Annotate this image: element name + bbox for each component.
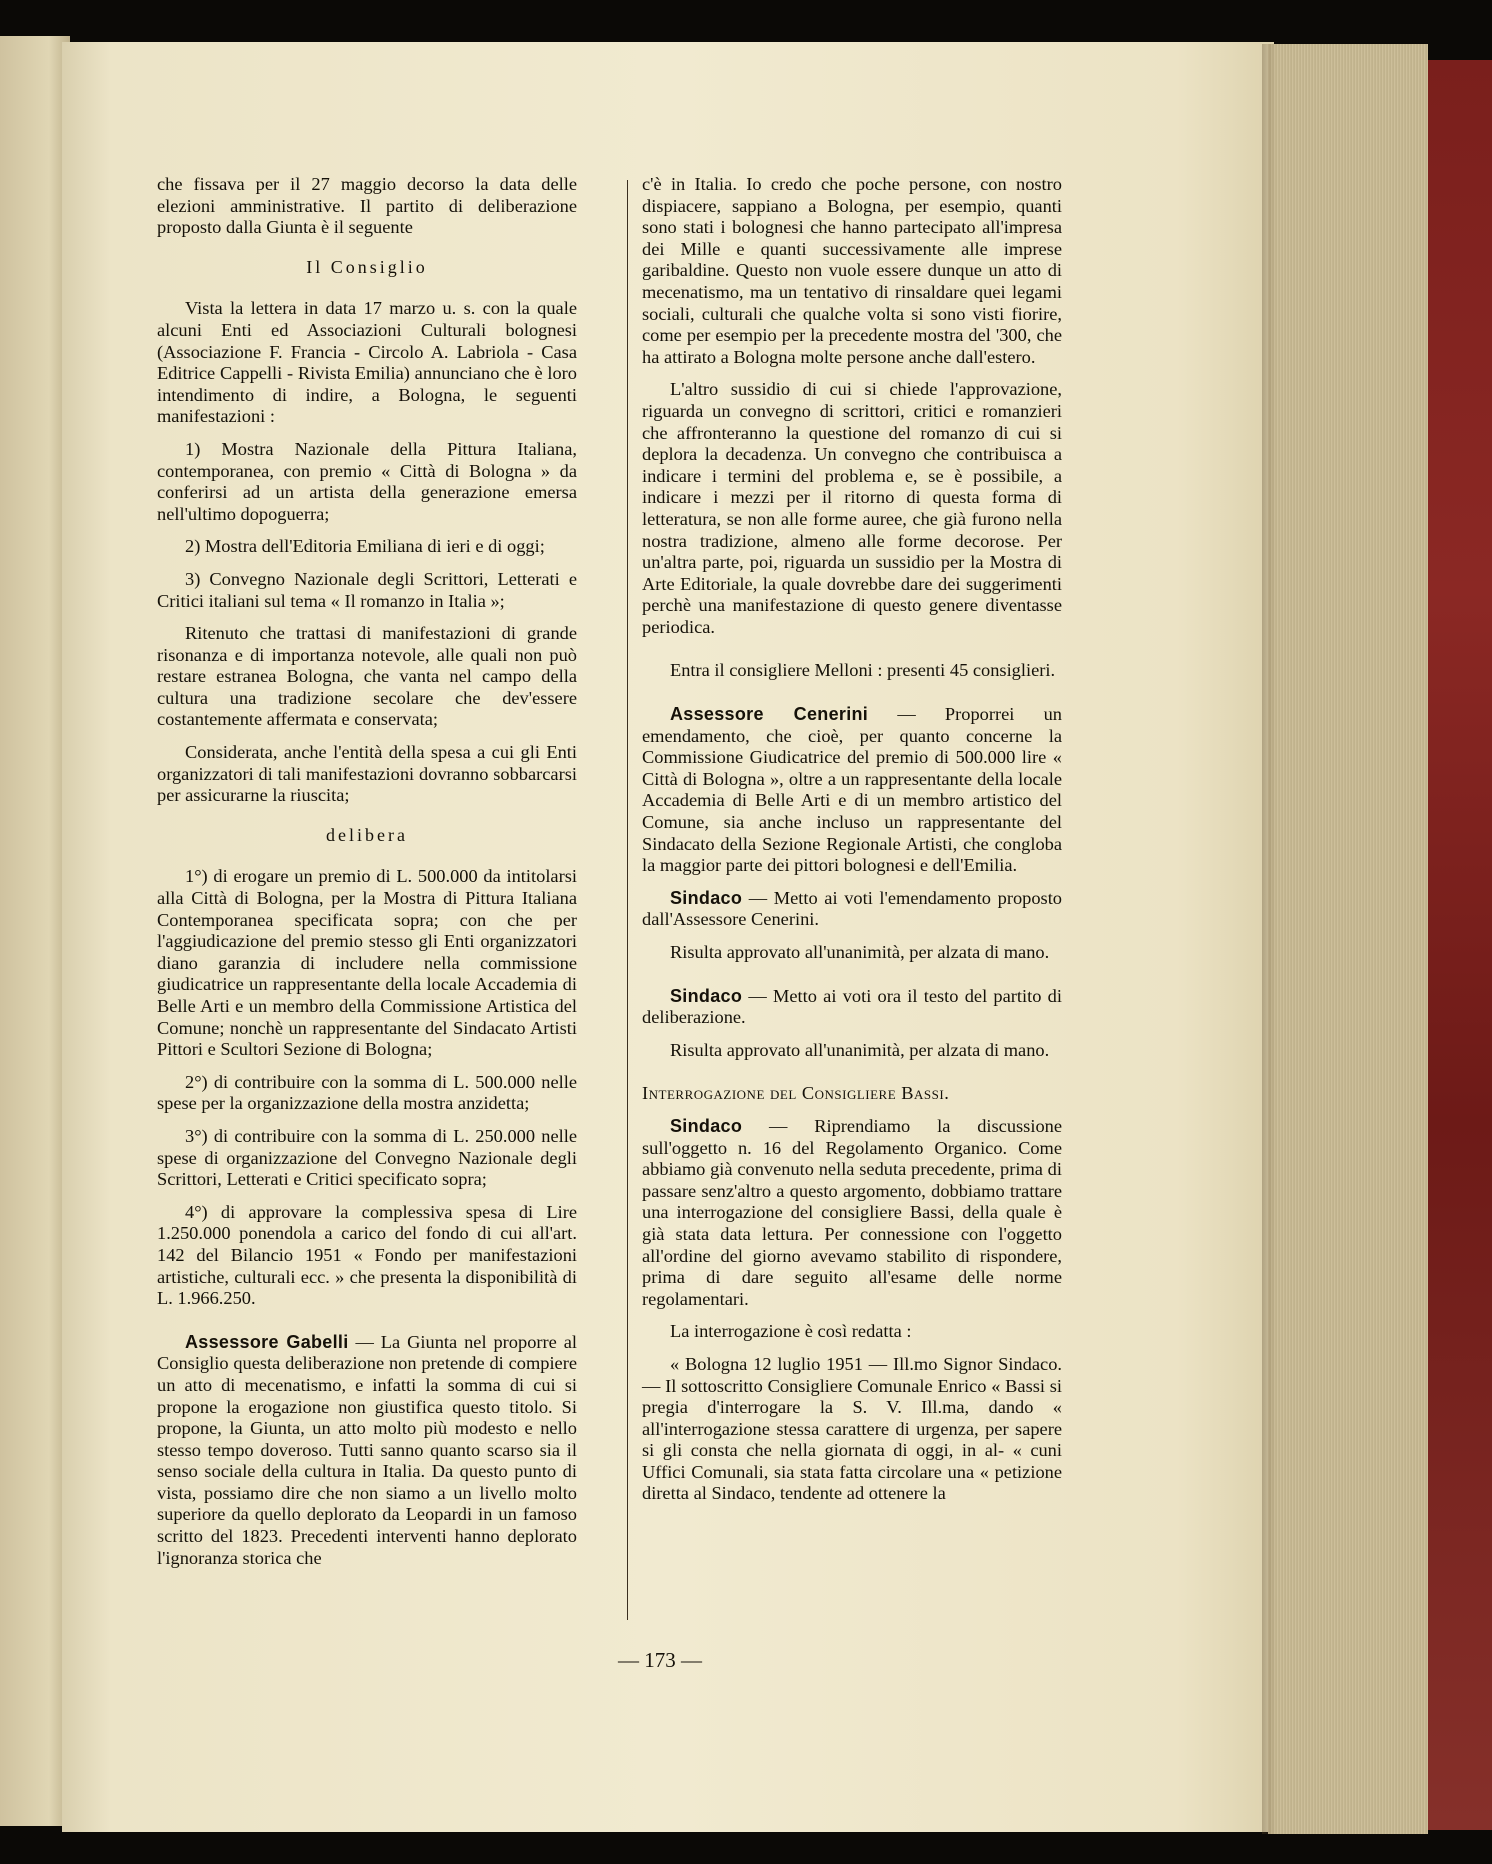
book-cover-edge: [1428, 60, 1492, 1830]
speech-paragraph: [642, 888, 1062, 931]
section-heading-consiglio: Il Consiglio: [306, 256, 428, 277]
speech-paragraph: [642, 704, 1062, 877]
paragraph: Risulta approvato all'unanimità, per alzata di mano.: [670, 942, 1050, 962]
speaker-name: Sindaco: [670, 887, 743, 908]
right-column: [642, 174, 1062, 1516]
list-item: 2) Mostra dell'Editoria Emiliana di ieri e di oggi;: [185, 536, 545, 557]
list-item: 3) Convegno Nazionale degli Scrittori, Letterati e Critici italiani sul tema « Il romanzo in Italia »;: [157, 568, 577, 611]
paragraph: c'è in Italia. Io credo che poche persone, con nostro dispiacere, sappiano a Bologna, per esempio, quanti sono stati i bolognesi che hanno partecipato all'impresa dei Mille e quanti successivamente alle imprese garibaldine. Questo non vuole essere dunque un atto di mecenatismo, ma un tentativo di rinsaldare quei legami sociali, culturali che qualche volta si sono visti fiorire, come per esempio per la precedente mostra del '300, che ha attirato a Bologna molte persone anche dall'estero.: [642, 174, 1062, 367]
paragraph: Considerata, anche l'entità della spesa a cui gli Enti organizzatori di tali manifestazioni dovranno sobbarcarsi per assicurarne la riuscita;: [157, 742, 577, 806]
column-divider: [627, 180, 628, 1620]
list-item: 2°) di contribuire con la somma di L. 500.000 nelle spese per la organizzazione della mostra anzidetta;: [157, 1071, 577, 1114]
list-item: 3°) di contribuire con la somma di L. 250.000 nelle spese di organizzazione del Convegno Nazionale degli Scrittori, Letterati e Critici specificato sopra;: [157, 1125, 577, 1190]
page-stack-edge: [1268, 44, 1428, 1834]
speech-text: — La Giunta nel proporre al Consiglio questa deliberazione non pretende di compiere un atto di mecenatismo, e infatti la somma di cui si propone la erogazione non giustifica questo titolo. Si propone, la Giunta, un atto molto più modesto e nello stesso tempo doveroso. Tutti sanno quanto scarso sia il senso sociale della cultura in Italia. Da questo punto di vista, possiamo dire che non siamo a un livello molto superiore da quello deplorato da Leopardi in un famoso scritto del 1823. Precedenti interventi hanno deplorato l'ignoranza storica che: [157, 1331, 578, 1568]
section-heading-delibera: delibera: [326, 824, 408, 845]
paragraph: che fissava per il 27 maggio decorso la data delle elezioni amministrative. Il partito di deliberazione proposto dalla Giunta è il seguente: [157, 174, 577, 238]
speech-text: — Riprendiamo la discussione sull'oggetto n. 16 del Regolamento Organico. Come abbiamo già convenuto nella seduta precedente, prima di passare senz'altro a questo argomento, dobbiamo trattare una interrogazione del consigliere Bassi, della quale è già stata data lettura. Per connessione con l'oggetto all'ordine del giorno avevamo stabilito di rispondere, prima di dare seguito all'esame delle norme regolamentari.: [642, 1115, 1062, 1309]
speech-text: — Metto ai voti l'emendamento proposto dall'Assessore Cenerini.: [642, 887, 1062, 930]
paragraph: Entra il consigliere Melloni : presenti 45 consiglieri.: [670, 660, 1056, 681]
page-number: — 173 —: [618, 1648, 702, 1672]
paragraph: Ritenuto che trattasi di manifestazioni di grande risonanza e di importanza notevole, alle quali non può restare estranea Bologna, che vanta nel campo della cultura una tradizione secolare che dev'essere costantemente affermata e conservata;: [157, 623, 577, 730]
list-item: 1°) di erogare un premio di L. 500.000 da intitolarsi alla Città di Bologna, per la Mostra di Pittura Italiana Contemporanea specificata sopra; con che per l'aggiudicazione del premio stesso gli Enti organizzatori diano garanzia di includere nella commissione giudicatrice un rappresentante della locale Accademia di Belle Arti e un membro della Commissione Artistica del Comune; nonchè un rappresentante del Sindacato Artisti Pittori e Scultori Sezione di Bologna;: [157, 866, 577, 1060]
list-item: 1) Mostra Nazionale della Pittura Italiana, contemporanea, con premio « Città di Bologna » da conferirsi ad un artista della generazione emersa nell'ultimo dopoguerra;: [157, 438, 577, 524]
paragraph: Vista la lettera in data 17 marzo u. s. con la quale alcuni Enti ed Associazioni Culturali bolognesi (Associazione F. Francia - Circolo A. Labriola - Casa Editrice Cappelli - Rivista Emilia) annunciano che è loro intendimento di indire, a Bologna, le seguenti manifestazioni :: [157, 298, 577, 427]
paragraph: La interrogazione è così redatta :: [670, 1321, 912, 1342]
speech-paragraph: [642, 986, 1062, 1029]
speaker-name: Assessore Cenerini: [670, 704, 869, 725]
list-item: 4°) di approvare la complessiva spesa di Lire 1.250.000 ponendola a carico del fondo di cui all'art. 142 del Bilancio 1951 « Fondo per manifestazioni artistiche, culturali ecc. » che presenta la disponibilità di L. 1.966.250.: [157, 1201, 577, 1309]
paragraph: L'altro sussidio di cui si chiede l'approvazione, riguarda un convegno di scrittori, critici e romanzieri che affronteranno la questione del romanzo di cui si deplora la decadenza. Un convegno che contribuisca a indicare i termini del problema e, se è possibile, a indicare i mezzi per il ritorno di questa forma di letteratura, se non alle forme auree, che già furono nella nostra tradizione, almeno alle forme decorose. Per un'altra parte, poi, riguarda un sussidio per la Mostra di Arte Editoriale, la quale dovrebbe dare dei suggerimenti perchè una manifestazione di questo genere diventasse periodica.: [642, 379, 1062, 637]
previous-page-edge: [0, 36, 70, 1826]
speech-paragraph: [642, 1116, 1062, 1310]
paragraph: Risulta approvato all'unanimità, per alzata di mano.: [670, 1039, 1050, 1060]
gutter-shadow: [1262, 44, 1276, 1834]
speaker-name: Sindaco: [670, 1115, 743, 1136]
quoted-letter: « Bologna 12 luglio 1951 — Ill.mo Signor Sindaco. — Il sottoscritto Consigliere Comunale Enrico « Bassi si pregia d'interrogare la S. V. Ill.ma, dando « all'interrogazione stessa carattere di urgenza, per sapere si gli consta che nella giornata di oggi, in al- « cuni Uffici Comunali, sia stata fatta circolare una « petizione diretta al Sindaco, tendente ad ottenere la: [642, 1353, 1062, 1504]
speech-text: — Proporrei un emendamento, che cioè, per quanto concerne la Commissione Giudicatrice del premio di 500.000 lire « Città di Bologna », oltre a un rappresentante della locale Accademia di Belle Arti e di un membro artistico del Comune, sia anche incluso un rappresentante del Sindacato della Sezione Regionale Artisti, che congloba la maggior parte dei pittori bolognesi e dell'Emilia.: [642, 704, 1062, 876]
speaker-name: Assessore Gabelli: [185, 1331, 349, 1352]
speech-paragraph: [157, 1332, 577, 1570]
left-column: [157, 174, 577, 1580]
section-heading-interrogazione: Interrogazione del Consigliere Bassi.: [642, 1083, 950, 1104]
speech-text: — Metto ai voti ora il testo del partito di deliberazione.: [642, 985, 1062, 1028]
speaker-name: Sindaco: [670, 985, 743, 1006]
